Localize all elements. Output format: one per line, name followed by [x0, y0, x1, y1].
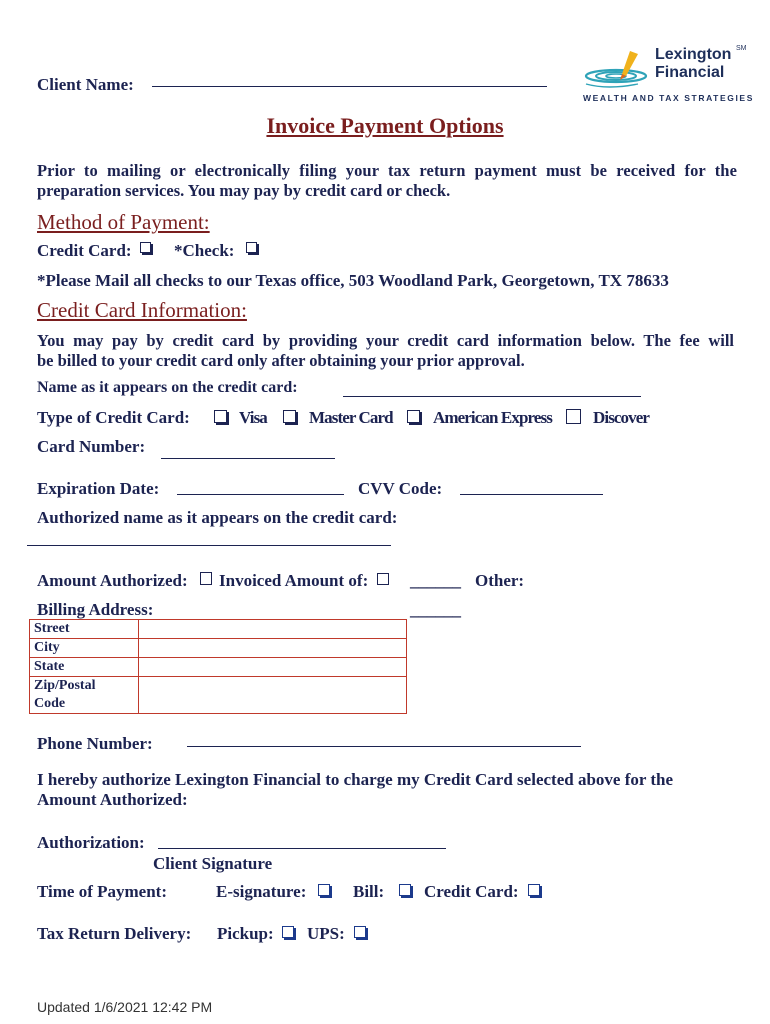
- authorized-name-label: Authorized name as it appears on the credit card:: [37, 508, 398, 527]
- credit-card-info-heading: Credit Card Information:: [37, 298, 247, 322]
- phone-label: Phone Number:: [37, 734, 153, 753]
- invoiced-amount-label: Invoiced Amount of:: [219, 571, 369, 590]
- cc-desc-line-2: be billed to your credit card only after obtaining your prior approval.: [37, 351, 525, 370]
- zip-label-line1: Zip/Postal: [34, 678, 96, 693]
- zip-label: [30, 677, 139, 714]
- name-on-card-label: Name as it appears on the credit card:: [37, 379, 298, 396]
- state-label: State: [30, 658, 139, 677]
- phone-field[interactable]: [187, 746, 581, 747]
- visa-label: Visa: [239, 408, 267, 427]
- table-row: [30, 677, 407, 714]
- bill-checkbox[interactable]: [399, 884, 411, 896]
- authorized-name-field[interactable]: [27, 545, 391, 546]
- amex-checkbox[interactable]: [407, 410, 420, 423]
- expiration-label: Expiration Date:: [37, 479, 160, 498]
- mail-note: *Please Mail all checks to our Texas office, 503 Woodland Park, Georgetown, TX 78633: [37, 271, 669, 290]
- client-name-label: Client Name:: [37, 75, 134, 94]
- name-on-card-field[interactable]: [343, 396, 641, 397]
- other-amount-blank[interactable]: ______: [410, 600, 461, 619]
- check-checkbox[interactable]: [246, 242, 257, 253]
- authorize-line-1: I hereby authorize Lexington Financial to charge my Credit Card selected above for the: [37, 770, 674, 789]
- time-credit-card-label: Credit Card:: [424, 882, 519, 901]
- discover-label: Discover: [593, 408, 650, 427]
- bill-label: Bill:: [353, 882, 385, 901]
- street-label: Street: [30, 620, 139, 639]
- city-label: City: [30, 639, 139, 658]
- pickup-checkbox[interactable]: [282, 926, 294, 938]
- method-of-payment-heading: Method of Payment:: [37, 210, 210, 234]
- card-number-label: Card Number:: [37, 437, 146, 456]
- credit-card-checkbox[interactable]: [140, 242, 151, 253]
- ups-label: UPS:: [307, 924, 345, 943]
- pickup-label: Pickup:: [217, 924, 274, 943]
- authorization-label: Authorization:: [37, 833, 145, 852]
- logo-service-mark: SM: [736, 45, 747, 52]
- mastercard-checkbox[interactable]: [283, 410, 296, 423]
- table-row: [30, 658, 407, 677]
- logo-name-line2: Financial: [655, 64, 725, 81]
- invoiced-amount-blank[interactable]: ______: [410, 571, 461, 590]
- signature-field[interactable]: [158, 848, 446, 849]
- zip-field[interactable]: [139, 677, 407, 714]
- company-logo: [578, 42, 754, 104]
- zip-label-line2: Code: [34, 696, 66, 711]
- authorize-line-2: Amount Authorized:: [37, 790, 188, 809]
- check-label: *Check:: [174, 241, 235, 260]
- cvv-field[interactable]: [460, 494, 603, 495]
- esignature-checkbox[interactable]: [318, 884, 330, 896]
- logo-ripple-icon: [578, 46, 648, 96]
- cvv-label: CVV Code:: [358, 479, 443, 498]
- amount-authorized-label: Amount Authorized:: [37, 571, 188, 590]
- other-label: Other:: [475, 571, 525, 590]
- discover-checkbox[interactable]: [566, 409, 581, 424]
- card-number-field[interactable]: [161, 458, 335, 459]
- state-field[interactable]: [139, 658, 407, 677]
- cc-desc-line-1: You may pay by credit card by providing your credit card information below. The fee will: [37, 331, 734, 350]
- expiration-field[interactable]: [177, 494, 344, 495]
- credit-card-label: Credit Card:: [37, 241, 132, 260]
- table-row: [30, 620, 407, 639]
- card-type-label: Type of Credit Card:: [37, 408, 190, 427]
- billing-address-table: [29, 619, 407, 714]
- amount-authorized-checkbox[interactable]: [200, 572, 212, 585]
- credit-card-info-paragraph: [37, 331, 734, 371]
- signature-caption: Client Signature: [153, 854, 273, 873]
- ups-checkbox[interactable]: [354, 926, 366, 938]
- authorize-statement: [37, 770, 737, 810]
- street-field[interactable]: [139, 620, 407, 639]
- time-credit-card-checkbox[interactable]: [528, 884, 540, 896]
- time-of-payment-label: Time of Payment:: [37, 882, 167, 901]
- updated-footer: Updated 1/6/2021 12:42 PM: [37, 999, 213, 1015]
- esignature-label: E-signature:: [216, 882, 307, 901]
- intro-line-2: preparation services. You may pay by credit card or check.: [37, 181, 451, 200]
- table-row: [30, 639, 407, 658]
- intro-paragraph: [37, 161, 737, 201]
- tax-return-delivery-label: Tax Return Delivery:: [37, 924, 192, 943]
- logo-name-line1: Lexington: [655, 46, 732, 63]
- invoiced-amount-checkbox[interactable]: [377, 573, 389, 585]
- intro-line-1: Prior to mailing or electronically filing your tax return payment must be received for the: [37, 161, 737, 180]
- page-title: Invoice Payment Options: [266, 113, 504, 138]
- visa-checkbox[interactable]: [214, 410, 227, 423]
- billing-address-label: Billing Address:: [37, 600, 154, 619]
- amex-label: American Express: [433, 408, 552, 427]
- city-field[interactable]: [139, 639, 407, 658]
- client-name-field[interactable]: [152, 86, 547, 87]
- logo-tagline: WEALTH AND TAX STRATEGIES: [583, 93, 754, 103]
- mastercard-label: Master Card: [309, 408, 393, 427]
